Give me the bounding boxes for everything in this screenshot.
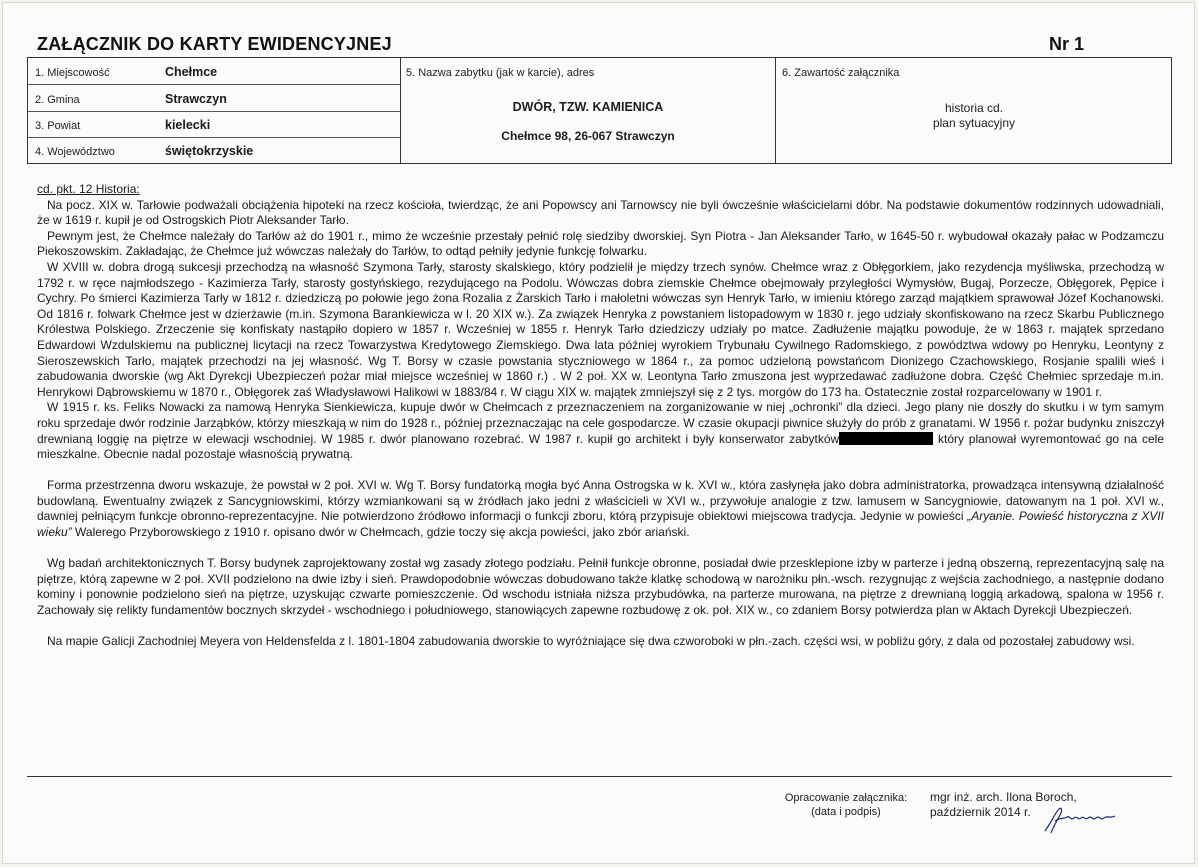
history-text-segment: który planował wyremontować go na cele mieszkalne. Obecnie nadal pozostaje własnością prywatną. xyxy=(37,431,1164,462)
prepared-label: Opracowanie załącznika: xyxy=(784,792,908,804)
prepared-sublabel: (data i podpis) xyxy=(811,805,881,818)
signature-icon xyxy=(1041,803,1119,837)
author-date: październik 2014 r. xyxy=(930,805,1031,819)
history-heading: cd. pkt. 12 Historia: xyxy=(37,182,140,196)
architecture-paragraph: Wg badań architektonicznych T. Borsy budynek zaprojektowany został wg zasady złotego podziału. Pełnił funkcje obronne, posiadał dwie przesklepione izby w parterze i jedną obszerną, reprezentacyjną salę na piętrze, którą zapewne w 2 poł. XVII podzielono na dwie izby i sień. Prawdopodobnie wówczas dobudowano także klatkę schodową w narożniku płn.-wsch. rezygnując z wejścia zachodniego, a następnie dodano kominy i ponownie podzielono sień na piętrze, uzyskując czwarte pomieszczenie. Od wschodu istniała niższa przybudówka, na parterze murowana, na piętrze z drewnianą loggią arkadową, spalona w 1956 r. Zachowały się relikty fundamentów bocznych skrzydeł - wschodniego i południowego, stanowiących zapewne rozbudowę z ok. poł. XIX w., co zdaniem Borsy potwierdza plan w Aktach Dyrekcji Ubezpieczeń. xyxy=(37,556,1164,618)
history-paragraph: Na pocz. XIX w. Tarłowie podważali obciążenia hipoteki na rzecz kościoła, twierdząc, że ani Popowscy ani Tarnowscy nie byli ówcześnie właścicielami dóbr. Na podstawie dokumentów rodzinnych udowadniali, że w 1619 r. kupił je od Ostrogskich Piotr Aleksander Tarło. xyxy=(37,197,1164,228)
contents-item: historia cd. xyxy=(944,101,1004,115)
monument-label: 5. Nazwa zabytku (jak w karcie), adres xyxy=(406,67,595,79)
history-paragraph: Pewnym jest, że Chełmce należały do Tarłów aż do 1901 r., mimo że wcześnie przestały pełnić rolę siedziby dworskiej. Syn Piotra - Jan Aleksander Tarło, w 1645-50 r. wybudował okazały pałac w Podzamczu Piekoszowskim. Zakładając, że Chełmce już wówczas należały do Tarłów, to odtąd pełniły jedynie funkcję folwarku. xyxy=(37,228,1164,259)
contents-label: 6. Zawartość załącznika xyxy=(782,67,900,79)
field-label-locality: 1. Miejscowość xyxy=(35,67,110,79)
redaction-box xyxy=(839,432,933,445)
contents-list xyxy=(776,101,1172,131)
field-value-locality: Chełmce xyxy=(165,65,218,79)
field-label-voivodeship: 4. Województwo xyxy=(35,146,115,158)
prepared-by-label-block xyxy=(782,792,910,819)
field-value-county: kielecki xyxy=(165,118,211,132)
header-top-rule xyxy=(27,57,1172,58)
monument-address: Chełmce 98, 26-067 Strawczyn xyxy=(501,129,675,143)
header-bottom-rule xyxy=(27,163,1172,164)
contents-item: plan sytuacyjny xyxy=(932,116,1016,130)
author-name: mgr inż. arch. Ilona Boroch, xyxy=(930,790,1077,804)
history-text-segment: W 1915 r. ks. Feliks Nowacki za namową Henryka Sienkiewicza, kupuje dwór w Chełmcach z przeznaczeniem na zorganizowanie w niej „ochronki” dla dzieci. Jego plany nie doszły do skutku i w tym samym roku sprzedaje dwór rodzinie Jarząbków, którzy mieszkają w nim do 1928 r., później przeznaczając na cele gospodarcze. W czasie okupacji piwnice służyły do prób z granatami. W 1956 r. pożar budynku zniszczył drewnianą loggię na piętrze w elewacji wschodniej. W 1985 r. dwór planowano rozebrać. W 1987 r. kupił go architekt i były konserwator zabytków xyxy=(37,400,1164,446)
field-label-commune: 2. Gmina xyxy=(35,94,80,106)
history-text xyxy=(37,182,1164,650)
field-label-county: 3. Powiat xyxy=(35,120,81,132)
novel-title: „Aryanie. Powieść historyczna z XVII wieku” xyxy=(37,509,1164,540)
document-sheet xyxy=(2,2,1195,864)
history-paragraph xyxy=(37,400,1164,462)
field-value-commune: Strawczyn xyxy=(165,92,227,106)
document-title: ZAŁĄCZNIK DO KARTY EWIDENCYJNEJ xyxy=(37,34,392,54)
form-paragraph xyxy=(37,478,1164,540)
field-separator xyxy=(27,137,400,138)
field-separator xyxy=(27,84,400,85)
document-number: Nr 1 xyxy=(1049,34,1085,54)
field-separator xyxy=(27,111,400,112)
monument-name: DWÓR, TZW. KAMIENICA xyxy=(512,100,664,114)
map-paragraph: Na mapie Galicji Zachodniej Meyera von Heldensfelda z l. 1801-1804 zabudowania dworskie to wyróżniające się dwa czworoboki w płn.-zach. części wsi, w pobliżu góry, z dala od pozostałej zabudowy wsi. xyxy=(47,634,1135,649)
history-paragraph: W XVIII w. dobra drogą sukcesji przechodzą na własność Szymona Tarły, starosty skalskiego, który podzielił je między trzech synów. Chełmce wraz z Obłęgorkiem, jako rezydencja myśliwska, przechodzą w 1792 r. w ręce najmłodszego - Kazimierza Tarły, starosty gostyńskiego, rezydującego na Podolu. Wówczas dobra ziemskie Chełmce obejmowały przyległości Wymysłów, Bugaj, Porzecze, Obłęgorek, Pępice i Cychry. Po śmierci Kazimierza Tarły w 1812 r. dziedziczą po połowie jego żona Rozalia z Żarskich Tarło i małoletni wówczas syn Henryk Tarło, w imieniu którego zarząd majątkiem sprawował Józef Kochanowski. Od 1816 r. folwark Chełmce jest w dzierżawie (m.in. Szymona Barankiewicza w l. 20 XIX w.). Za związek Henryka z powstaniem listopadowym w 1830 r. jego udziały skonfiskowano na rzecz Skarbu Publicznego Królestwa Polskiego. Zrzeczenie się konfiskaty nastąpiło dopiero w 1857 r. Wcześniej w 1855 r. Henryk Tarło dziedziczy udziały po matce. Zadłużenie majątku powoduje, że w 1863 r. majątek sprzedano Edwardowi Wzdulskiemu na publicznej licytacji na rzecz Towarzystwa Kredytowego Ziemskiego. Dwa lata później wyrokiem Trybunału Cywilnego Radomskiego, z powództwa wdowy po Henryku, Leontyny z Sieroszewskich Tarło, majątek przechodzi na jej własność. Wg T. Borsy w czasie powstania styczniowego w 1864 r., za pomoc udzieloną powstańcom Dionizego Czachowskiego, Rosjanie spalili wieś i zabudowania dworskie (wg Akt Dyrekcji Ubezpieczeń pożar miał miejsce wcześniej w 1860 r.) . W 2 poł. XX w. Leontyna Tarło zmuszona jest wyprzedawać zadłużone dobra. Część Chełmiec sprzedaje m.in. Henrykowi Dąbrowskiemu w 1870 r., Obłęgorek zaś Władysławowi Halikowi w 1883/84 r. W ciągu XIX w. majątek zmniejszył się z 2 tys. morgów do 173 ha. Ostatecznie został rozparcelowany w 1901 r. xyxy=(37,259,1164,399)
form-text-segment: Walerego Przyborowskiego z 1910 r. opisano dwór w Chełmcach, gdzie toczy się akcja powieści, jako zbór ariański. xyxy=(71,525,690,540)
footer-rule xyxy=(27,776,1172,777)
form-text-segment: Forma przestrzenna dworu wskazuje, że powstał w 2 poł. XVI w. Wg T. Borsy fundatorką mogła być Anna Ostrogska w k. XVI w., która zasłynęła jako dobra administratorka, prowadząca intensywną działalność budowlaną. Ewentualny związek z Sancygniowskimi, którzy wzmiankowani są w źródłach jako jedni z właścicieli w XVI w., przywołuje analogie z tzw. lamusem w Sancygniowie, datowanym na 1 poł. XVI w., dawniej pełniącym funkcje obronno-reprezentacyjne. Nie potwierdzono źródłowo informacji o funkcji zboru, którą przypisuje obiektowi miejscowa tradycja. Jedynie w powieści xyxy=(37,478,1164,524)
field-value-voivodeship: świętokrzyskie xyxy=(165,144,254,158)
